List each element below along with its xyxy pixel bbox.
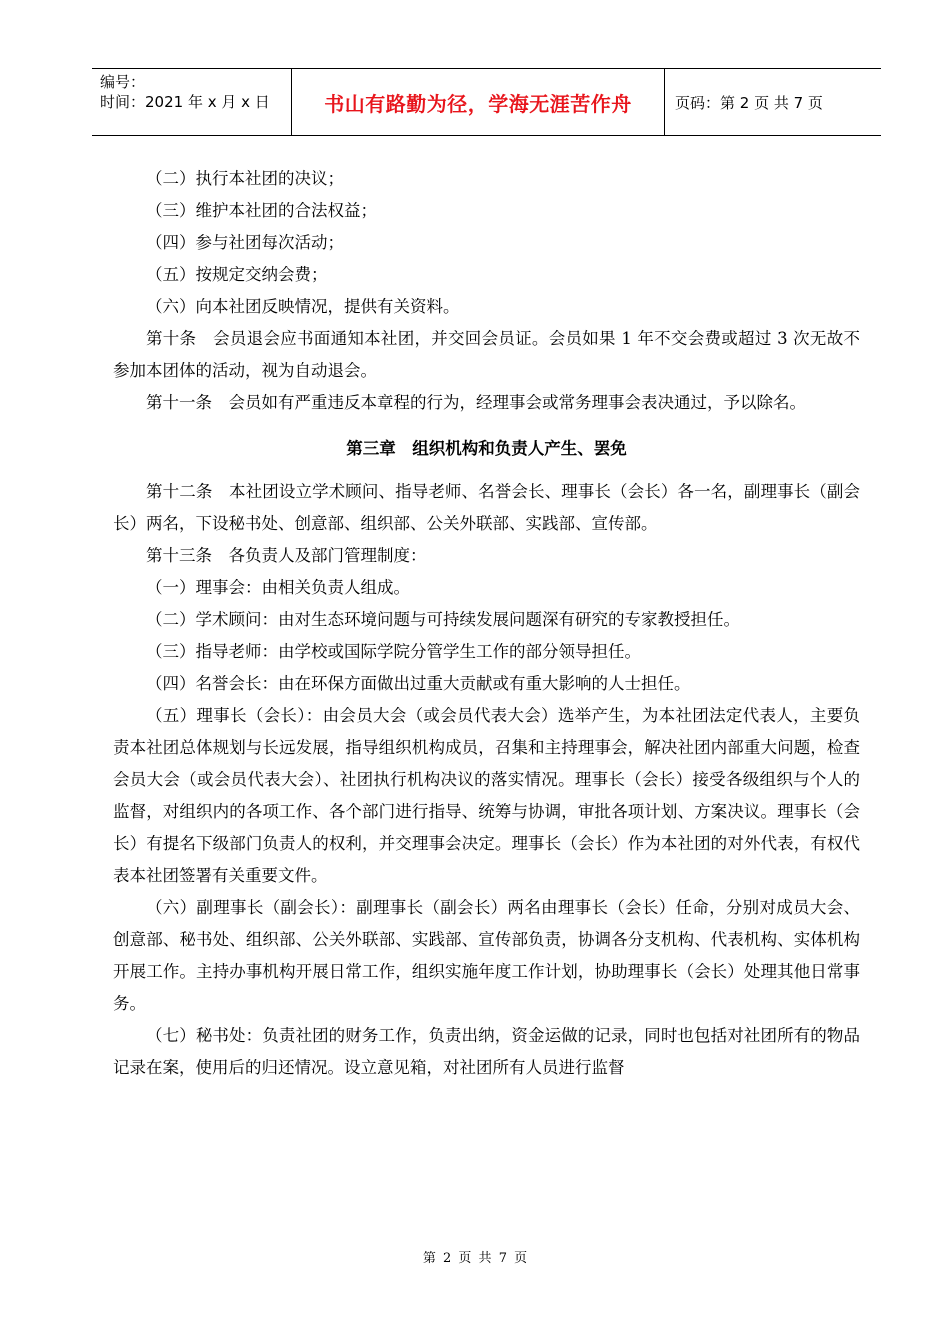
page-code-text: 页码：第 2 页 共 7 页 [675, 93, 823, 112]
secretariat-paragraph: （七）秘书处：负责社团的财务工作，负责出纳，资金运做的记录，同时也包括对社团所有的物品记录在案，使用后的归还情况。设立意见箱，对社团所有人员进行监督 [113, 1026, 860, 1077]
chapter-3-heading: 第三章 组织机构和负责人产生、罢免 [346, 439, 627, 458]
management-item: （四）名誉会长：由在环保方面做出过重大贡献或有重大影响的人士担任。 [146, 674, 691, 693]
number-label: 编号： [100, 73, 146, 91]
article-12-paragraph: 第十二条 本社团设立学术顾问、指导老师、名誉会长、理事长（会长）各一名，副理事长（副会长）两名，下设秘书处、创意部、组织部、公关外联部、实践部、宣传部。 [113, 482, 860, 533]
member-duty-item: （三）维护本社团的合法权益； [146, 201, 377, 220]
page-code-cell [665, 69, 881, 135]
article-11-paragraph: 第十一条 会员如有严重违反本章程的行为，经理事会或常务理事会表决通过，予以除名。 [146, 393, 806, 412]
vice-chairman-paragraph: （六）副理事长（副会长）：副理事长（副会长）两名由理事长（会长）任命，分别对成员大会、创意部、秘书处、组织部、公关外联部、实践部、宣传部负责，协调各分支机构、代表机构、实体机构开展工作。主持办事机构开展日常工作，组织实施年度工作计划，协助理事长（会长）处理其他日常事务。 [113, 898, 860, 1013]
footer-page-number: 第 2 页 共 7 页 [422, 1251, 528, 1266]
page-footer [0, 1247, 950, 1266]
chairman-paragraph: （五）理事长（会长）：由会员大会（或会员代表大会）选举产生，为本社团法定代表人，主要负责本社团总体规划与长远发展，指导组织机构成员，召集和主持理事会，解决社团内部重大问题，检查会员大会（或会员代表大会）、社团执行机构决议的落实情况。理事长（会长）接受各级组织与个人的监督，对组织内的各项工作、各个部门进行指导、统筹与协调，审批各项计划、方案决议。理事长（会长）有提名下级部门负责人的权利，并交理事会决定。理事长（会长）作为本社团的对外代表，有权代表本社团签署有关重要文件。 [113, 706, 860, 885]
article-10-paragraph: 第十条 会员退会应书面通知本社团，并交回会员证。会员如果 1 年不交会费或超过 3 次无故不参加本团体的活动，视为自动退会。 [113, 329, 860, 380]
management-item: （二）学术顾问：由对生态环境问题与可持续发展问题深有研究的专家教授担任。 [146, 610, 740, 629]
document-body [113, 163, 860, 1084]
article-13-paragraph: 第十三条 各负责人及部门管理制度： [146, 546, 427, 565]
management-item: （三）指导老师：由学校或国际学院分管学生工作的部分领导担任。 [146, 642, 641, 661]
time-label: 时间：2021 年 x 月 x 日 [100, 93, 270, 111]
motto-text: 书山有路勤为径，学海无涯苦作舟 [324, 91, 632, 116]
management-item: （一）理事会：由相关负责人组成。 [146, 578, 410, 597]
member-duty-item: （五）按规定交纳会费； [146, 265, 328, 284]
page-header [92, 68, 881, 136]
member-duty-item: （六）向本社团反映情况，提供有关资料。 [146, 297, 460, 316]
member-duty-item: （二）执行本社团的决议； [146, 169, 344, 188]
member-duty-item: （四）参与社团每次活动； [146, 233, 344, 252]
motto-cell [292, 69, 665, 135]
header-meta-cell [92, 69, 292, 135]
